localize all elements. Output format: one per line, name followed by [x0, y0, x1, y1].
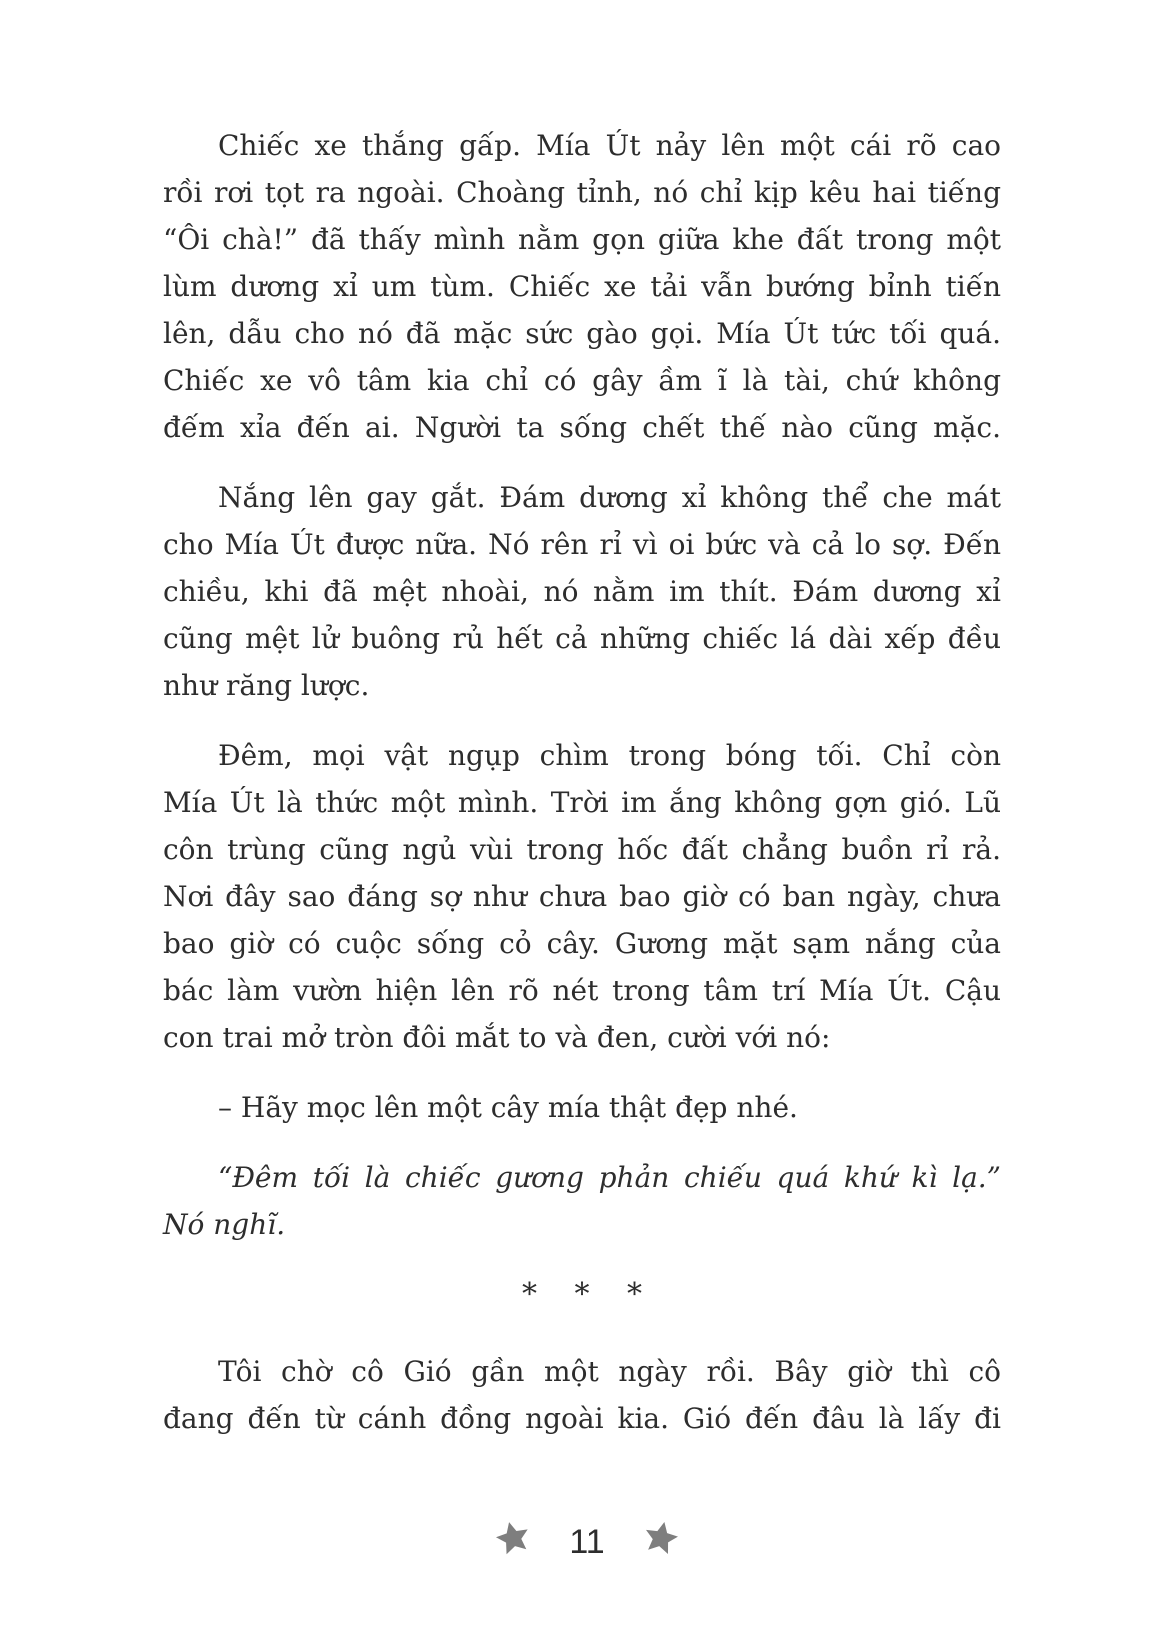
text-line: con trai mở tròn đôi mắt to và đen, cười với nó:: [163, 1021, 831, 1054]
text-line: bao giờ có cuộc sống cỏ cây. Gương mặt sạm nắng của: [163, 927, 1001, 960]
page-content: [163, 122, 1001, 1465]
text-line: cho Mía Út được nữa. Nó rên rỉ vì oi bức và cả lo sợ. Đến: [163, 528, 1001, 561]
text-line: đang đến từ cánh đồng ngoài kia. Gió đến đâu là lấy đi: [163, 1402, 1001, 1435]
dialogue-line: [163, 1084, 1001, 1131]
text-line: “Ôi chà!” đã thấy mình nằm gọn giữa khe đất trong một: [163, 223, 1001, 256]
thought-quote: [163, 1154, 1001, 1248]
paragraph-2: [163, 474, 1001, 709]
paragraph-4: [163, 1348, 1001, 1442]
text-line: Đêm, mọi vật ngụp chìm trong bóng tối. Chỉ còn: [218, 739, 1001, 772]
text-line: đếm xỉa đến ai. Người ta sống chết thế nào cũng mặc.: [163, 411, 1001, 444]
text-line: rồi rơi tọt ra ngoài. Choàng tỉnh, nó chỉ kịp kêu hai tiếng: [163, 176, 1001, 209]
text-line: Tôi chờ cô Gió gần một ngày rồi. Bây giờ thì cô: [218, 1355, 1001, 1388]
paragraph-3: [163, 732, 1001, 1061]
text-line: – Hãy mọc lên một cây mía thật đẹp nhé.: [218, 1091, 798, 1124]
section-separator: * * *: [521, 1277, 643, 1312]
text-line: “Đêm tối là chiếc gương phản chiếu quá khứ kì lạ.”: [218, 1161, 1001, 1194]
page-footer: [0, 1512, 1174, 1564]
star-icon: [489, 1514, 537, 1562]
text-line: Nơi đây sao đáng sợ như chưa bao giờ có ban ngày, chưa: [163, 880, 1001, 913]
text-line: như răng lược.: [163, 669, 370, 702]
page-number: 11: [569, 1523, 605, 1561]
text-line: lên, dẫu cho nó đã mặc sức gào gọi. Mía Út tức tối quá.: [163, 317, 1001, 350]
text-line: Mía Út là thức một mình. Trời im ắng không gợn gió. Lũ: [163, 786, 1001, 819]
text-line: Nó nghĩ.: [163, 1208, 286, 1241]
text-line: côn trùng cũng ngủ vùi trong hốc đất chẳng buồn rỉ rả.: [163, 833, 1001, 866]
text-line: bác làm vườn hiện lên rõ nét trong tâm trí Mía Út. Cậu: [163, 974, 1001, 1007]
text-line: lùm dương xỉ um tùm. Chiếc xe tải vẫn bướng bỉnh tiến: [163, 270, 1001, 303]
star-icon: [637, 1514, 684, 1561]
text-line: Nắng lên gay gắt. Đám dương xỉ không thể che mát: [218, 481, 1001, 514]
text-line: Chiếc xe thắng gấp. Mía Út nảy lên một cái rõ cao: [218, 129, 1001, 162]
text-line: cũng mệt lử buông rủ hết cả những chiếc lá dài xếp đều: [163, 622, 1001, 655]
text-line: chiều, khi đã mệt nhoài, nó nằm im thít. Đám dương xỉ: [163, 575, 1001, 608]
text-line: Chiếc xe vô tâm kia chỉ có gây ầm ĩ là tài, chứ không: [163, 364, 1001, 397]
paragraph-1: [163, 122, 1001, 451]
